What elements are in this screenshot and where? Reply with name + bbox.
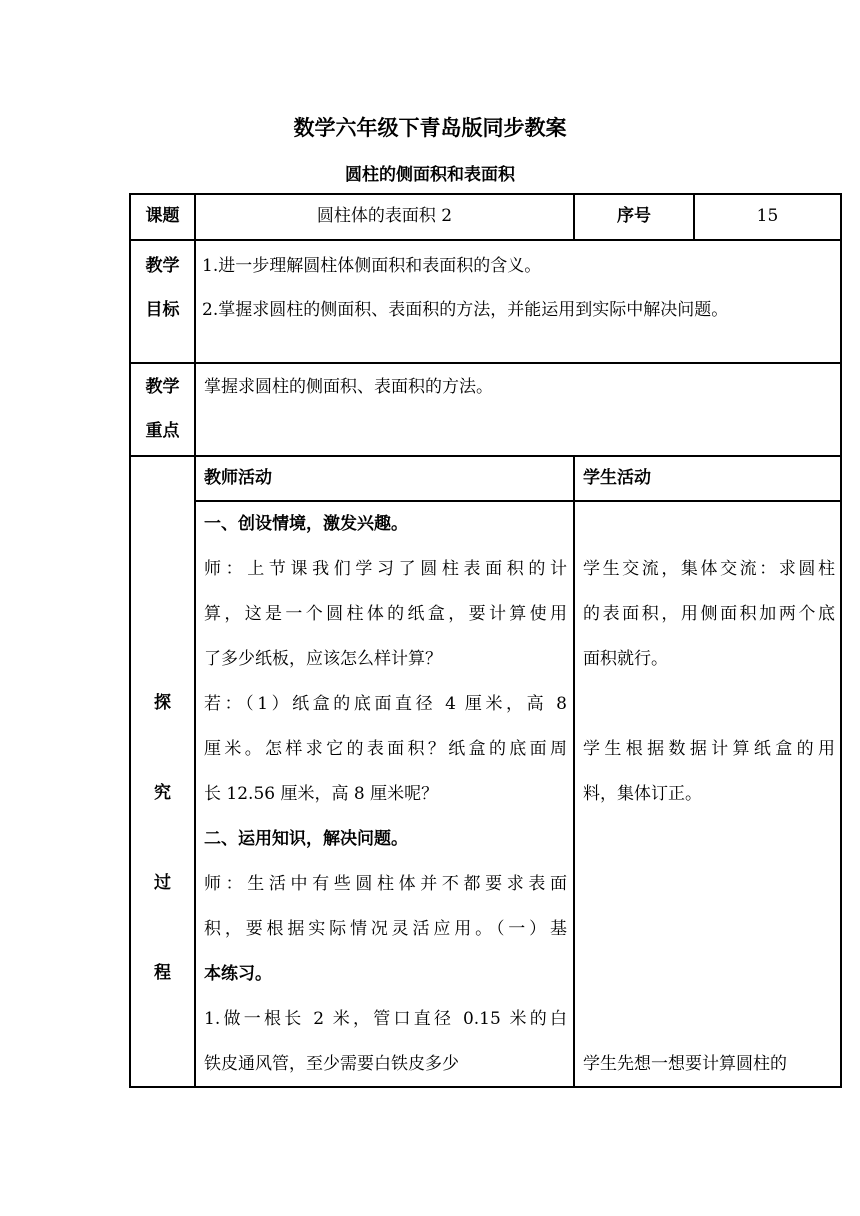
text-line: 长 12.56 厘米，高 8 厘米呢？ — [204, 784, 439, 804]
goal-item: 2.掌握求圆柱的侧面积、表面积的方法，并能运用到实际中解决问题。 — [202, 300, 729, 320]
page-title: 数学六年级下青岛版同步教案 — [293, 116, 567, 140]
key-points-label-bottom: 重点 — [145, 421, 180, 441]
process-label-char: 探 — [154, 693, 171, 713]
text-line: 算，这是一个圆柱体的纸盒，要计算使用 — [204, 604, 567, 624]
teacher-activity-header: 教师活动 — [204, 468, 272, 488]
col-divider — [194, 193, 196, 1088]
text-line: 1.做一根长 2 米，管口直径 0.15 米的白 — [204, 1009, 567, 1029]
process-label-char: 程 — [154, 963, 171, 983]
key-points-label-top: 教学 — [145, 377, 180, 397]
text-line: 师：生活中有些圆柱体并不都要求表面 — [204, 874, 567, 894]
text-line: 积，要根据实际情况灵活应用。（一）基 — [204, 919, 567, 939]
section-heading: 二、运用知识，解决问题。 — [204, 829, 408, 849]
key-points-text: 掌握求圆柱的侧面积、表面积的方法。 — [204, 377, 493, 397]
lesson-plan-table — [129, 193, 842, 1088]
process-label-char: 过 — [154, 873, 171, 893]
col-divider — [573, 455, 575, 1088]
text-line: 了多少纸板，应该怎么样计算？ — [204, 649, 442, 669]
student-activity-text — [583, 727, 835, 817]
teacher-activity-text — [204, 502, 567, 1087]
text-line: 厘米。怎样求它的表面积？纸盒的底面周 — [204, 739, 567, 759]
goals-label-bottom: 目标 — [145, 300, 180, 320]
goal-item: 1.进一步理解圆柱体侧面积和表面积的含义。 — [202, 256, 542, 276]
student-activity-header: 学生活动 — [583, 468, 651, 488]
text-line: 学生交流，集体交流：求圆柱 — [583, 559, 835, 579]
seq-label: 序号 — [617, 206, 651, 226]
row-divider — [129, 239, 842, 241]
text-line: 师：上节课我们学习了圆柱表面积的计 — [204, 559, 567, 579]
text-line: 料，集体订正。 — [583, 784, 702, 804]
text-line: 若：（1）纸盒的底面直径 4 厘米，高 8 — [204, 694, 567, 714]
text-line: 学生根据数据计算纸盒的用 — [583, 739, 835, 759]
text-line: 的表面积，用侧面积加两个底 — [583, 604, 835, 624]
seq-value: 15 — [756, 206, 779, 226]
page-subtitle: 圆柱的侧面积和表面积 — [345, 165, 515, 185]
topic-label: 课题 — [145, 206, 180, 226]
goals-label-top: 教学 — [145, 256, 180, 276]
process-label-char: 究 — [154, 783, 171, 803]
student-activity-text — [583, 1042, 835, 1087]
text-line: 铁皮通风管，至少需要白铁皮多少 — [204, 1054, 459, 1074]
table-border-right — [840, 193, 842, 1088]
text-line: 学生先想一想要计算圆柱的 — [583, 1054, 787, 1074]
topic-value: 圆柱体的表面积 2 — [316, 206, 453, 226]
text-line: 本练习。 — [204, 964, 272, 984]
student-activity-text — [583, 547, 835, 682]
text-line: 面积就行。 — [583, 649, 668, 669]
section-heading: 一、创设情境，激发兴趣。 — [204, 514, 408, 534]
row-divider — [129, 362, 842, 364]
